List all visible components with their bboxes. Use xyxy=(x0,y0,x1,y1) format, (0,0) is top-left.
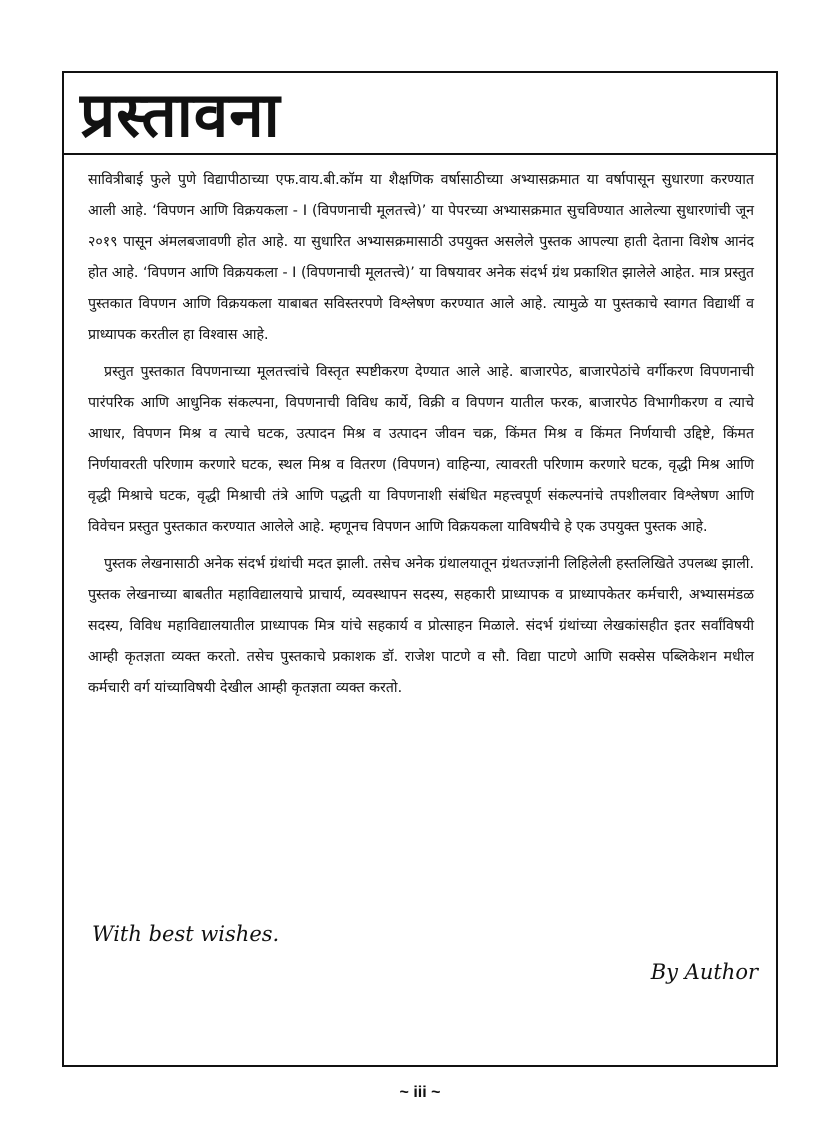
closing-author: By Author xyxy=(650,960,758,984)
page-frame xyxy=(62,71,778,1067)
page-title: प्रस्तावना xyxy=(80,78,281,151)
paragraph-1: सावित्रीबाई फुले पुणे विद्यापीठाच्या एफ.वाय.बी.कॉम या शैक्षणिक वर्षासाठीच्या अभ्यासक्रमात या वर्षापासून सुधारणा करण्यात आली आहे. ‘विपणन आणि विक्रयकला - I (विपणनाची मूलतत्त्वे)’ या पेपरच्या अभ्यासक्रमात सुचविण्यात आलेल्या सुधारणांची जून २०१९ पासून अंमलबजावणी होत आहे. या सुधारित अभ्यासक्रमासाठी उपयुक्त असलेले पुस्तक आपल्या हाती देताना विशेष आनंद होत आहे. ‘विपणन आणि विक्रयकला - I (विपणनाची मूलतत्त्वे)’ या विषयावर अनेक संदर्भ ग्रंथ प्रकाशित झालेले आहेत. मात्र प्रस्तुत पुस्तकात विपणन आणि विक्रयकला याबाबत सविस्तरपणे विश्लेषण करण्यात आले आहे. त्यामुळे या पुस्तकाचे स्वागत विद्यार्थी व प्राध्यापक करतील हा विश्वास आहे. xyxy=(88,172,754,343)
paragraph-3: पुस्तक लेखनासाठी अनेक संदर्भ ग्रंथांची मदत झाली. तसेच अनेक ग्रंथालयातून ग्रंथतज्ज्ञांनी लिहिलेली हस्तलिखिते उपलब्ध झाली. पुस्तक लेखनाच्या बाबतीत महाविद्यालयाचे प्राचार्य, व्यवस्थापन सदस्य, सहकारी प्राध्यापक व प्राध्यापकेतर कर्मचारी, अभ्यासमंडळ सदस्य, विविध महाविद्यालयातील प्राध्यापक मित्र यांचे सहकार्य व प्रोत्साहन मिळाले. संदर्भ ग्रंथांच्या लेखकांसहीत इतर सर्वांविषयी आम्ही कृतज्ञता व्यक्त करतो. तसेच पुस्तकाचे प्रकाशक डॉ. राजेश पाटणे व सौ. विद्या पाटणे आणि सक्सेस पब्लिकेशन मधील कर्मचारी वर्ग यांच्याविषयी देखील आम्ही कृतज्ञता व्यक्त करतो. xyxy=(88,556,754,696)
preface-body xyxy=(88,165,754,710)
page-number: ~ iii ~ xyxy=(399,1084,441,1101)
title-divider xyxy=(64,153,776,155)
closing-wishes: With best wishes. xyxy=(92,922,280,946)
paragraph-2: प्रस्तुत पुस्तकात विपणनाच्या मूलतत्त्वांचे विस्तृत स्पष्टीकरण देण्यात आले आहे. बाजारपेठ, बाजारपेठांचे वर्गीकरण विपणनाची पारंपरिक आणि आधुनिक संकल्पना, विपणनाची विविध कार्ये, विक्री व विपणन यातील फरक, बाजारपेठ विभागीकरण व त्याचे आधार, विपणन मिश्र व त्याचे घटक, उत्पादन मिश्र व उत्पादन जीवन चक्र, किंमत मिश्र व किंमत निर्णयाची उद्दिष्टे, किंमत निर्णयावरती परिणाम करणारे घटक, स्थल मिश्र व वितरण (विपणन) वाहिन्या, त्यावरती परिणाम करणारे घटक, वृद्धी मिश्र आणि वृद्धी मिश्राचे घटक, वृद्धी मिश्राची तंत्रे आणि पद्धती या विपणनाशी संबंधित महत्त्वपूर्ण संकल्पनांचे तपशीलवार विश्लेषण आणि विवेचन प्रस्तुत पुस्तकात करण्यात आलेले आहे. म्हणूनच विपणन आणि विक्रयकला याविषयीचे हे एक उपयुक्त पुस्तक आहे. xyxy=(88,364,754,535)
